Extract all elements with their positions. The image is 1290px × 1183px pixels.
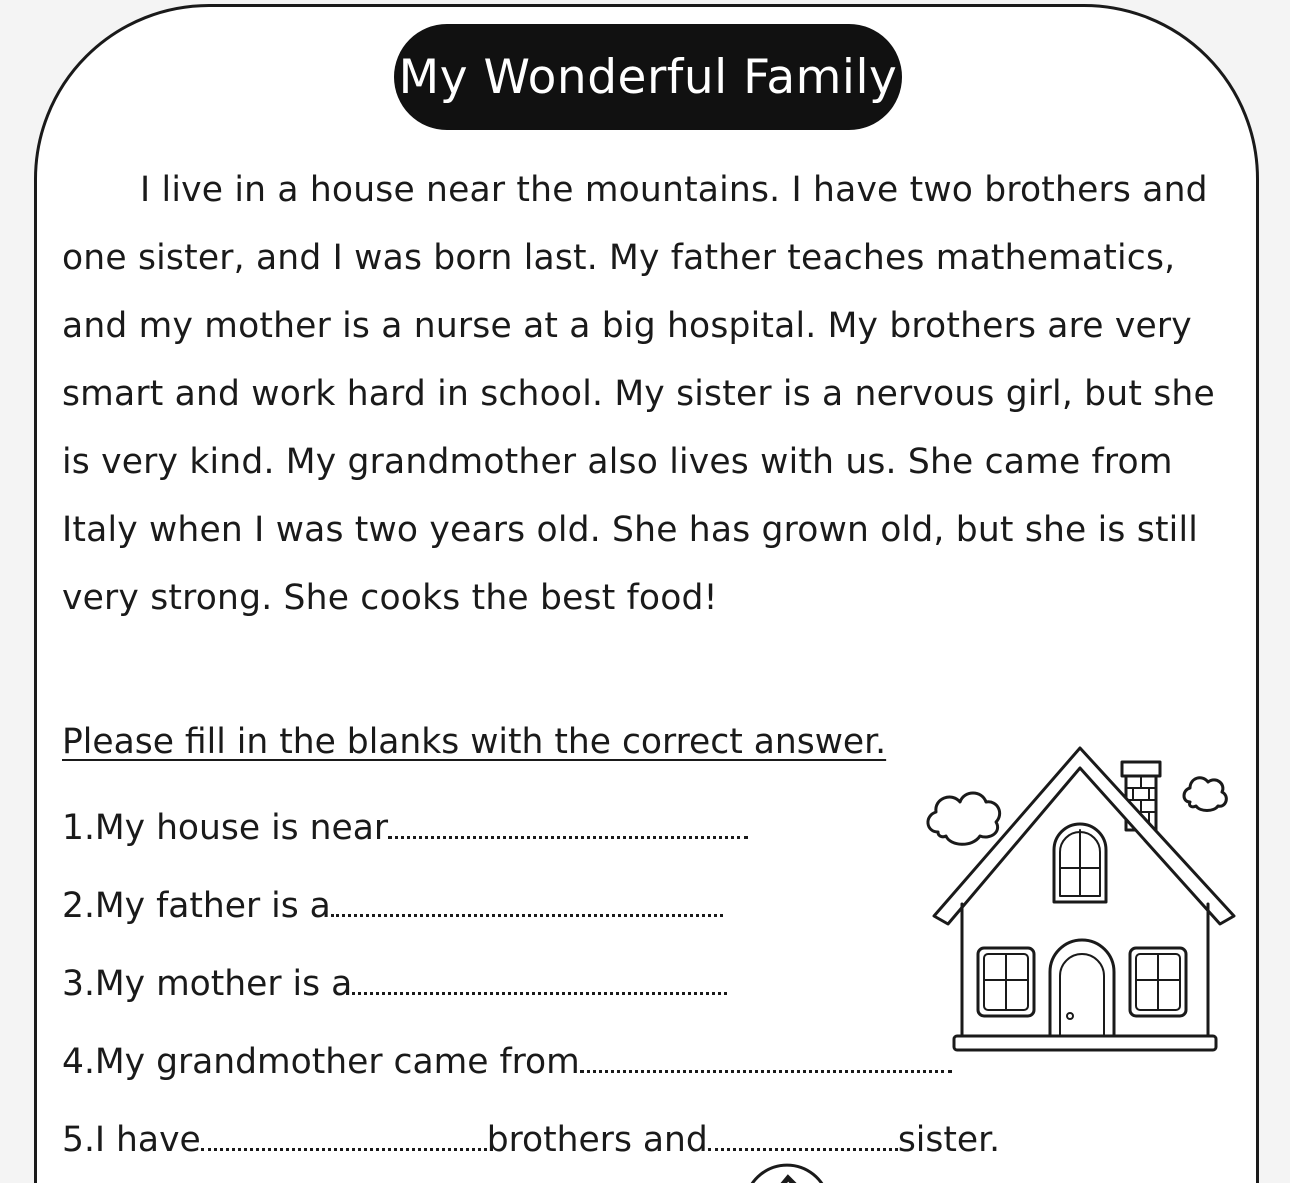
question-5 (62, 1120, 1000, 1160)
question-2-text: 2.My father is a (62, 886, 331, 926)
answer-blank-2[interactable] (331, 892, 723, 917)
answer-blank-3[interactable] (352, 970, 727, 995)
question-3-text: 3.My mother is a (62, 964, 353, 1004)
question-4-text: 4.My grandmother came from (62, 1042, 580, 1082)
question-4 (62, 1042, 952, 1082)
question-1-text: 1.My house is near (62, 808, 389, 848)
answer-blank-1[interactable] (388, 814, 748, 839)
question-5-text-b: brothers and (486, 1120, 708, 1160)
page-corner-logo-icon (742, 1160, 832, 1183)
question-1 (62, 808, 748, 848)
answer-blank-5b[interactable] (708, 1126, 898, 1151)
answer-blank-4[interactable] (580, 1048, 952, 1073)
question-3 (62, 964, 727, 1004)
instruction-text: Please fill in the blanks with the correct answer. (62, 722, 887, 762)
reading-passage: I live in a house near the mountains. I have two brothers and one sister, and I was born last. My father teaches mathematics, and my mother is a nurse at a big hospital. My brothers are very smart and work hard in school. My sister is a nervous girl, but she is very kind. My grandmother also lives with us. She came from Italy when I was two years old. She has grown old, but she is still very strong. She cooks the best food! (62, 170, 1215, 618)
answer-blank-5a[interactable] (201, 1126, 487, 1151)
question-5-text-c: sister. (897, 1120, 1001, 1160)
cloud-icon (1184, 778, 1226, 811)
question-2 (62, 886, 723, 926)
question-5-text-a: 5.I have (62, 1120, 201, 1160)
cloud-icon (928, 793, 1000, 844)
house-icon (920, 740, 1240, 1060)
worksheet-title: My Wonderful Family (394, 24, 902, 130)
